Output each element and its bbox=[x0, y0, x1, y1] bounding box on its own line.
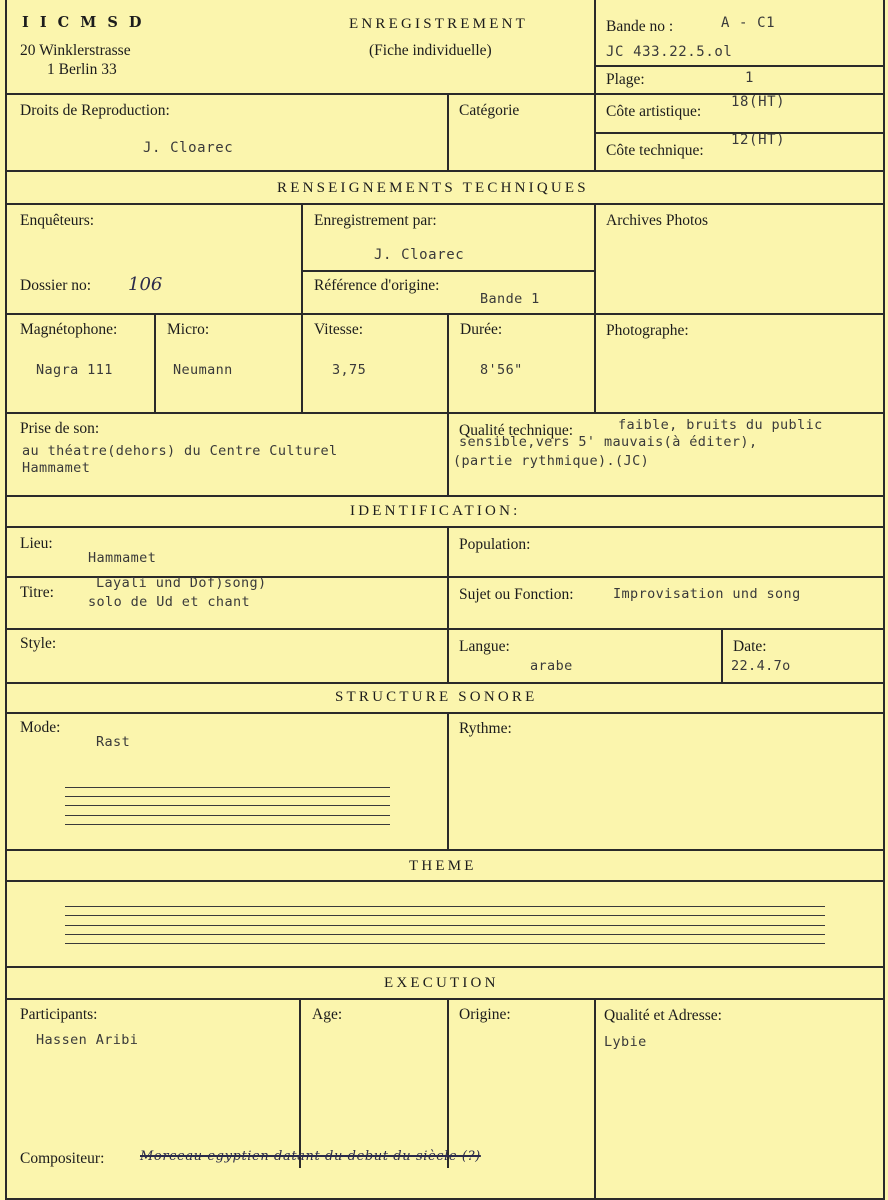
cote-technique-value: 12(HT) bbox=[731, 132, 786, 148]
divider bbox=[5, 966, 884, 968]
titre-value-line1: Layali und Dōf)song) bbox=[96, 575, 267, 591]
reference-label: Référence d'origine: bbox=[314, 277, 440, 294]
cote-technique-label: Côte technique: bbox=[606, 142, 704, 159]
divider bbox=[301, 270, 594, 272]
prise-label: Prise de son: bbox=[20, 420, 100, 437]
divider bbox=[299, 998, 301, 1168]
plage-label: Plage: bbox=[606, 71, 645, 88]
divider bbox=[301, 203, 303, 413]
divider bbox=[5, 880, 884, 882]
origine-label: Origine: bbox=[459, 1006, 511, 1023]
droits-value: J. Cloarec bbox=[143, 140, 234, 156]
divider bbox=[594, 998, 596, 1200]
vitesse-label: Vitesse: bbox=[314, 321, 364, 338]
lieu-value: Hammamet bbox=[88, 550, 157, 566]
langue-value: arabe bbox=[530, 658, 573, 674]
divider bbox=[5, 412, 884, 414]
magnetophone-label: Magnétophone: bbox=[20, 321, 118, 338]
writing-line bbox=[65, 943, 825, 944]
writing-line bbox=[65, 824, 390, 825]
enqueteurs-label: Enquêteurs: bbox=[20, 212, 95, 229]
divider bbox=[5, 998, 884, 1000]
section-title-structure: STRUCTURE SONORE bbox=[335, 689, 538, 705]
section-title-identification: IDENTIFICATION: bbox=[350, 503, 521, 519]
mode-value: Rast bbox=[96, 734, 131, 750]
writing-line bbox=[65, 934, 825, 935]
writing-line bbox=[65, 906, 825, 907]
vitesse-value: 3,75 bbox=[332, 362, 367, 378]
enregistrement-value: J. Cloarec bbox=[374, 247, 465, 263]
divider bbox=[5, 313, 884, 315]
reference-value: Bande 1 bbox=[480, 291, 540, 307]
enregistrement-label: Enregistrement par: bbox=[314, 212, 437, 229]
sujet-label: Sujet ou Fonction: bbox=[459, 586, 574, 603]
rythme-label: Rythme: bbox=[459, 720, 512, 737]
population-label: Population: bbox=[459, 536, 531, 553]
writing-line bbox=[65, 796, 390, 797]
archives-label: Archives Photos bbox=[606, 212, 709, 229]
divider bbox=[447, 93, 449, 171]
divider bbox=[447, 412, 449, 496]
titre-label: Titre: bbox=[20, 584, 54, 601]
qualite-value-line2: sensible,vers 5' mauvais(à éditer), bbox=[459, 434, 758, 450]
divider bbox=[5, 526, 884, 528]
duree-label: Durée: bbox=[460, 321, 503, 338]
divider bbox=[5, 495, 884, 497]
divider bbox=[447, 712, 449, 850]
bande-value: A - C1 bbox=[721, 15, 776, 31]
divider bbox=[5, 203, 884, 205]
divider bbox=[594, 0, 596, 94]
micro-value: Neumann bbox=[173, 362, 233, 378]
divider bbox=[5, 712, 884, 714]
form-subtitle: (Fiche individuelle) bbox=[369, 42, 492, 59]
divider bbox=[594, 203, 596, 413]
duree-value: 8'56" bbox=[480, 362, 523, 378]
plage-value: 1 bbox=[745, 70, 755, 86]
divider bbox=[5, 628, 884, 630]
dossier-value: 106 bbox=[128, 274, 163, 295]
magnetophone-value: Nagra 111 bbox=[36, 362, 113, 378]
qualite-technique-label: Qualité technique: bbox=[459, 422, 574, 439]
qualite-adresse-value: Lybie bbox=[604, 1034, 647, 1050]
divider bbox=[154, 313, 156, 413]
date-label: Date: bbox=[733, 638, 767, 655]
org-logo: I I C M S D bbox=[22, 14, 145, 31]
micro-label: Micro: bbox=[167, 321, 210, 338]
categorie-label: Catégorie bbox=[459, 102, 520, 119]
lieu-label: Lieu: bbox=[20, 535, 53, 552]
section-title-technique: RENSEIGNEMENTS TECHNIQUES bbox=[277, 180, 589, 196]
reference-code: JC 433.22.5.ol bbox=[606, 44, 733, 60]
sujet-value: Improvisation und song bbox=[613, 586, 801, 602]
divider bbox=[447, 998, 449, 1168]
section-title-theme: THEME bbox=[409, 858, 477, 874]
date-value: 22.4.7o bbox=[731, 658, 791, 674]
compositeur-label: Compositeur: bbox=[20, 1150, 105, 1167]
dossier-label: Dossier no: bbox=[20, 277, 92, 294]
outer-border-right bbox=[883, 0, 885, 1200]
prise-value-line2: Hammamet bbox=[22, 460, 91, 476]
writing-line bbox=[65, 915, 825, 916]
section-title-execution: EXECUTION bbox=[384, 975, 499, 991]
writing-line bbox=[65, 925, 825, 926]
cote-artistique-value: 18(HT) bbox=[731, 94, 786, 110]
qualite-value-line3: (partie rythmique).(JC) bbox=[453, 453, 650, 469]
compositeur-value-struck: Morceau egyptien datant du debut du siècle (?) bbox=[140, 1149, 481, 1164]
outer-border-left bbox=[5, 0, 7, 1200]
divider bbox=[5, 170, 884, 172]
divider bbox=[5, 682, 884, 684]
writing-line bbox=[65, 815, 390, 816]
address-line-1: 20 Winklerstrasse bbox=[20, 42, 131, 59]
divider bbox=[5, 1198, 884, 1200]
cote-artistique-label: Côte artistique: bbox=[606, 103, 702, 120]
address-line-2: 1 Berlin 33 bbox=[47, 61, 117, 78]
writing-line bbox=[65, 805, 390, 806]
droits-label: Droits de Reproduction: bbox=[20, 102, 170, 119]
divider bbox=[447, 313, 449, 413]
writing-line bbox=[65, 787, 390, 788]
qualite-adresse-label: Qualité et Adresse: bbox=[604, 1007, 722, 1024]
qualite-value-line1: faible, bruits du public bbox=[618, 417, 823, 433]
mode-label: Mode: bbox=[20, 719, 61, 736]
style-label: Style: bbox=[20, 635, 57, 652]
titre-value-line2: solo de Ud et chant bbox=[88, 594, 251, 610]
langue-label: Langue: bbox=[459, 638, 510, 655]
participants-label: Participants: bbox=[20, 1006, 98, 1023]
age-label: Age: bbox=[312, 1006, 343, 1023]
divider bbox=[594, 65, 884, 67]
divider bbox=[721, 628, 723, 683]
divider bbox=[5, 849, 884, 851]
participants-value: Hassen Aribi bbox=[36, 1032, 139, 1048]
prise-value-line1: au théatre(dehors) du Centre Culturel bbox=[22, 443, 338, 459]
form-title: ENREGISTREMENT bbox=[349, 16, 528, 32]
photographe-label: Photographe: bbox=[606, 322, 689, 339]
divider bbox=[447, 526, 449, 683]
bande-label: Bande no : bbox=[606, 18, 674, 35]
